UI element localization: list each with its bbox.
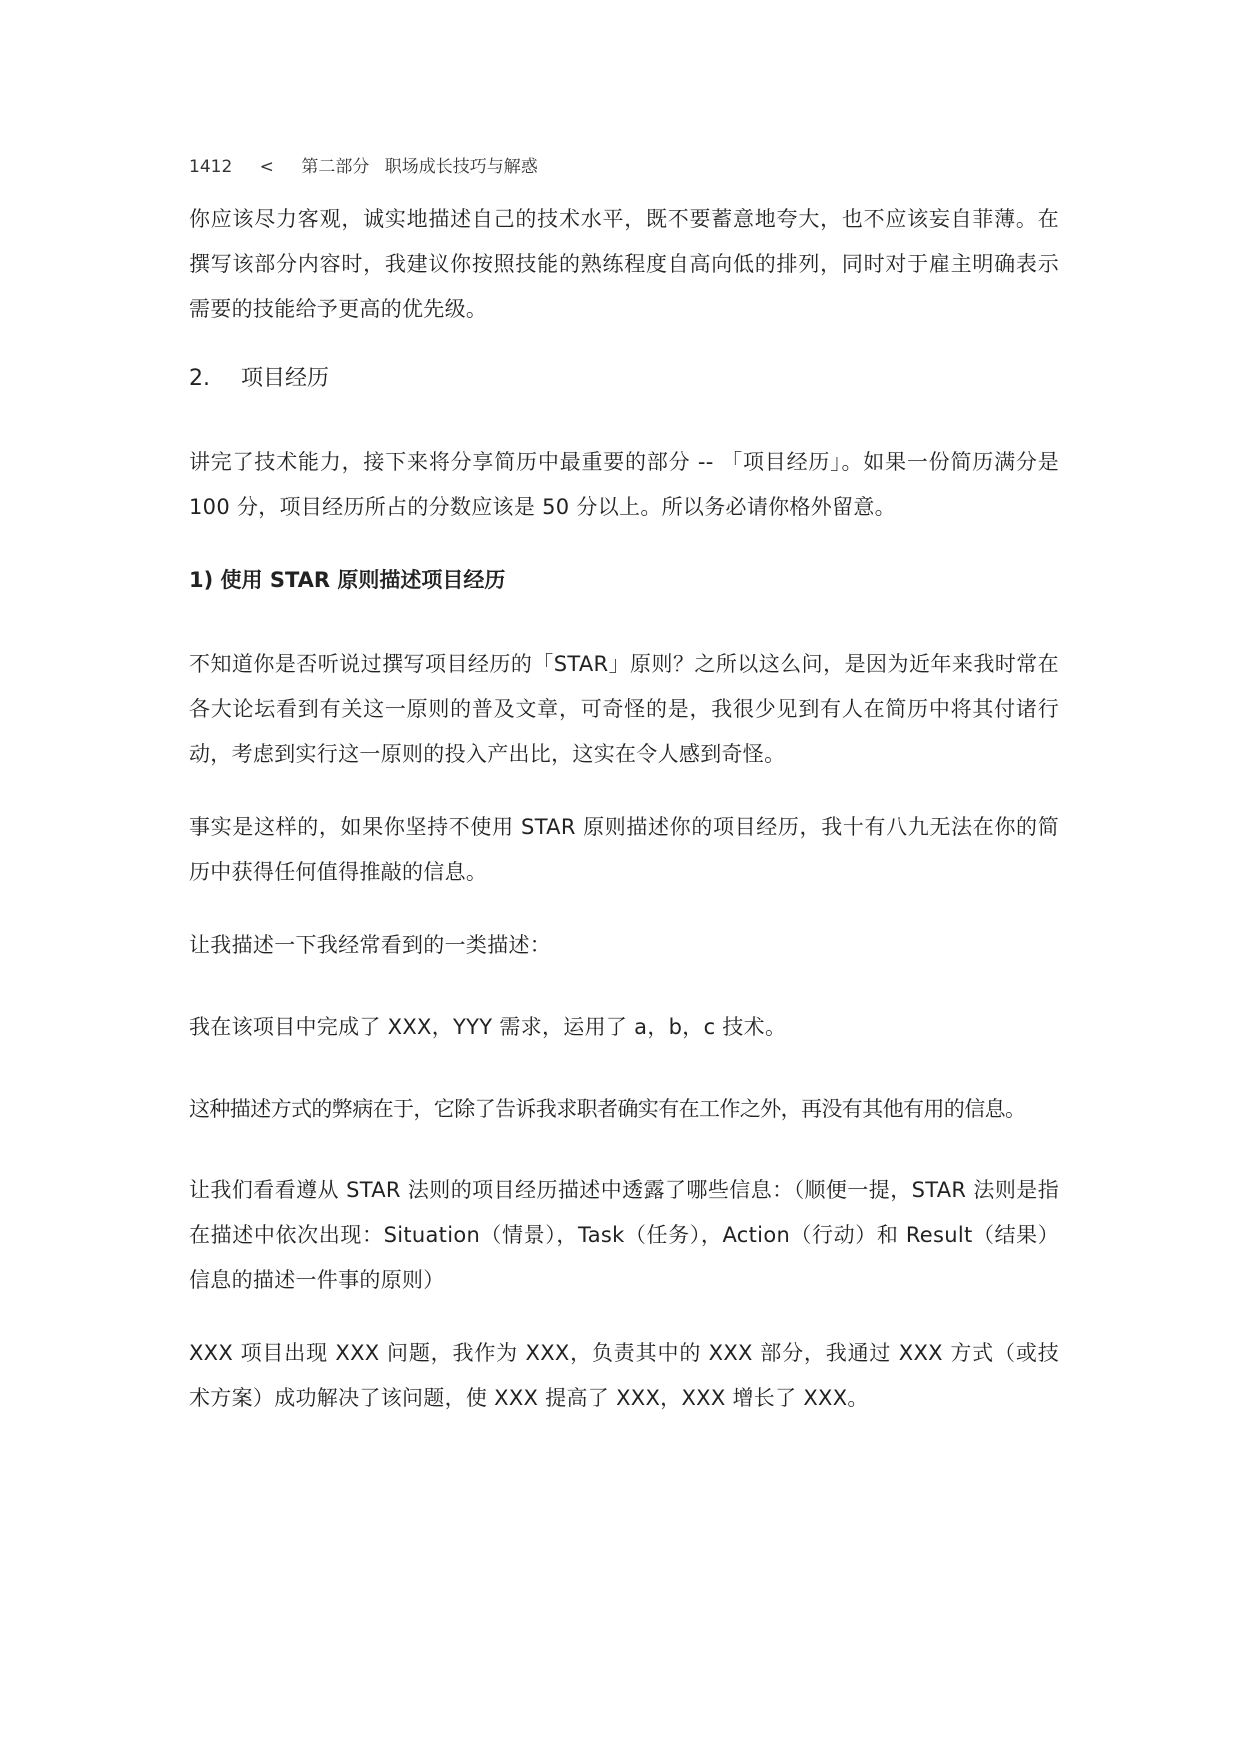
back-arrow-icon: <: [259, 157, 274, 177]
paragraph-star-question: 不知道你是否听说过撰写项目经历的「STAR」原则？之所以这么问，是因为近年来我时常在各大论坛看到有关这一原则的普及文章，可奇怪的是，我很少见到有人在简历中将其付诸行动，考虑到实行这一原则的投入产出比，这实在令人感到奇怪。: [189, 652, 1059, 766]
section-heading: [189, 356, 1059, 401]
chapter-title: 职场成长技巧与解惑: [384, 157, 538, 177]
part-label: 第二部分: [301, 157, 370, 177]
paragraph-describe-intro: 让我描述一下我经常看到的一类描述：: [189, 933, 552, 957]
paragraph-project-intro: 讲完了技术能力，接下来将分享简历中最重要的部分 -- 「项目经历」。如果一份简历满分是 100 分，项目经历所占的分数应该是 50 分以上。所以务必请你格外留意。: [189, 450, 1059, 519]
paragraph-skills-advice: 你应该尽力客观，诚实地描述自己的技术水平，既不要蓄意地夸大，也不应该妄自菲薄。在撰写该部分内容时，我建议你按照技能的熟练程度自高向低的排列，同时对于雇主明确表示需要的技能给予更高的优先级。: [189, 207, 1059, 321]
page-number: 1412: [189, 157, 233, 177]
document-page: [189, 0, 1059, 1755]
subsection-heading: 1) 使用 STAR 原则描述项目经历: [189, 568, 506, 592]
paragraph-drawback: 这种描述方式的弊病在于，它除了告诉我求职者确实有在工作之外，再没有其他有用的信息。: [189, 1097, 1026, 1121]
paragraph-star-explain: 让我们看看遵从 STAR 法则的项目经历描述中透露了哪些信息：（顺便一提，STAR 法则是指在描述中依次出现：Situation（情景），Task（任务），Action（行动）和 Result（结果）信息的描述一件事的原则）: [189, 1178, 1059, 1292]
paragraph-star-fact: 事实是这样的，如果你坚持不使用 STAR 原则描述你的项目经历，我十有八九无法在你的简历中获得任何值得推敲的信息。: [189, 815, 1059, 884]
section-number: 2.: [189, 366, 210, 391]
paragraph-star-example: XXX 项目出现 XXX 问题，我作为 XXX，负责其中的 XXX 部分，我通过 XXX 方式（或技术方案）成功解决了该问题，使 XXX 提高了 XXX，XXX 增长了 XXX。: [189, 1341, 1059, 1410]
section-title: 项目经历: [241, 366, 330, 391]
paragraph-bad-example: 我在该项目中完成了 XXX，YYY 需求，运用了 a，b，c 技术。: [189, 1015, 787, 1039]
running-header: [189, 152, 538, 177]
